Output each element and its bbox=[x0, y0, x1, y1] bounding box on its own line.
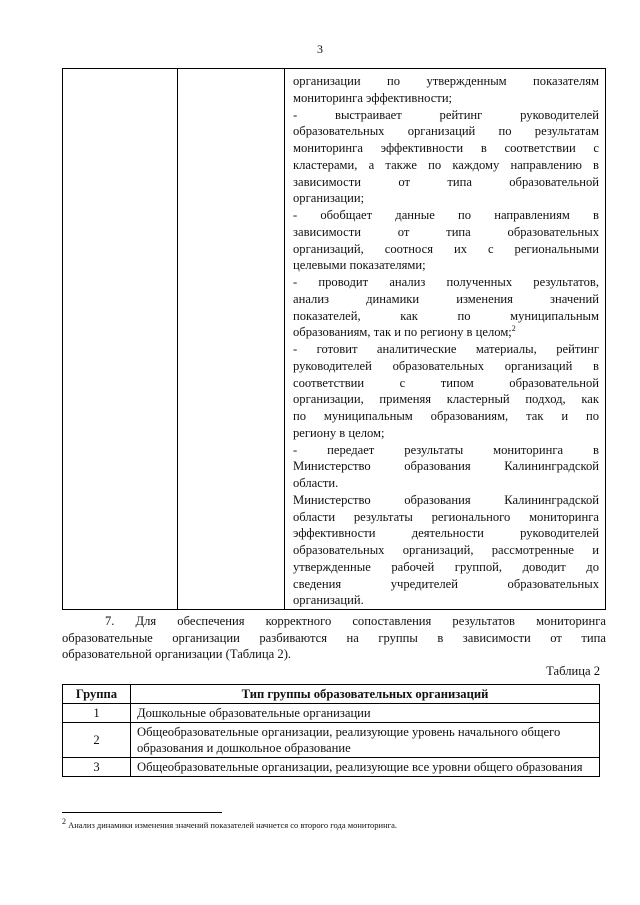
description-line bbox=[293, 157, 599, 174]
description-line-text: образованиям, так и по региону в целом; bbox=[293, 325, 512, 340]
description-line bbox=[293, 458, 599, 475]
description-line-text: региону в целом; bbox=[293, 425, 385, 440]
description-line bbox=[293, 274, 599, 291]
description-line bbox=[293, 90, 599, 107]
description-line bbox=[293, 174, 599, 191]
description-line bbox=[293, 257, 599, 274]
description-line bbox=[293, 559, 599, 576]
description-line-text: по муниципальным образованиям, так и по bbox=[293, 409, 599, 423]
description-line bbox=[293, 190, 599, 207]
paragraph-7-line: образовательные организации разбиваются на группы в зависимости от типа bbox=[62, 630, 606, 645]
paragraph-7-line: образовательной организации (Таблица 2). bbox=[62, 647, 292, 661]
footnote-marker: 2 bbox=[62, 817, 66, 827]
description-line-text: сведения учредителей образовательных bbox=[293, 576, 599, 591]
page-number: 3 bbox=[317, 42, 323, 56]
table-row bbox=[63, 723, 600, 758]
description-line bbox=[293, 425, 599, 442]
description-line bbox=[293, 475, 599, 492]
description-line-text: - обобщает данные по направлениям в bbox=[293, 208, 599, 222]
description-line bbox=[293, 592, 599, 609]
description-line bbox=[293, 375, 599, 392]
paragraph-7 bbox=[62, 613, 606, 663]
description-line-text: зависимости от типа образовательных bbox=[293, 224, 599, 239]
paragraph-7-line: 7. Для обеспечения корректного сопоставления результатов мониторинга bbox=[105, 614, 606, 628]
description-line-text: анализ динамики изменения значений bbox=[293, 291, 599, 306]
footnote-reference: 2 bbox=[511, 324, 516, 334]
description-line-text: кластерами, а также по каждому направлению в bbox=[293, 157, 599, 172]
description-line-text: показателей, как по муниципальным bbox=[293, 308, 599, 323]
footnote bbox=[62, 817, 398, 830]
footnote-text: Анализ динамики изменения значений показателей начнется со второго года мониторинга. bbox=[68, 820, 398, 830]
table-cell-empty-2 bbox=[178, 69, 285, 610]
description-line-text: организации по утвержденным показателям bbox=[293, 74, 599, 88]
description-line-text: - выстраивает рейтинг руководителей bbox=[293, 107, 599, 122]
description-line-text: области. bbox=[293, 476, 339, 490]
description-line bbox=[293, 542, 599, 559]
column-header-type: Тип группы образовательных организаций bbox=[131, 685, 600, 704]
table-cell-description bbox=[285, 69, 606, 610]
table-caption: Таблица 2 bbox=[546, 664, 600, 678]
groups-table bbox=[62, 684, 600, 777]
description-line-text: эффективности деятельности руководителей bbox=[293, 526, 599, 541]
continued-table bbox=[62, 68, 606, 610]
description-line bbox=[293, 341, 599, 358]
description-line-text: - передает результаты мониторинга в bbox=[293, 442, 599, 457]
description-line bbox=[293, 123, 599, 140]
table-cell-empty-1 bbox=[63, 69, 178, 610]
description-line-text: - готовит аналитические материалы, рейтинг bbox=[293, 342, 599, 356]
description-line-text: соответствии с типом образовательной bbox=[293, 375, 599, 390]
group-type: Дошкольные образовательные организации bbox=[131, 704, 600, 723]
column-header-group: Группа bbox=[63, 685, 131, 704]
description-line bbox=[293, 525, 599, 542]
group-type: Общеобразовательные организации, реализующие все уровни общего образования bbox=[131, 758, 600, 777]
description-line bbox=[293, 576, 599, 593]
description-line bbox=[293, 509, 599, 526]
table-row bbox=[63, 69, 606, 610]
description-line bbox=[293, 207, 599, 224]
description-line bbox=[293, 291, 599, 308]
description-line-text: Министерство образования Калининградской bbox=[293, 492, 599, 507]
group-number: 1 bbox=[63, 704, 131, 723]
description-line-text: организаций. bbox=[293, 593, 364, 608]
table-row bbox=[63, 758, 600, 777]
description-line-text: образовательных организаций, рассмотренные и bbox=[293, 543, 599, 557]
description-line bbox=[293, 391, 599, 408]
description-line bbox=[293, 73, 599, 90]
description-line-text: области результаты регионального мониторинга bbox=[293, 509, 599, 524]
description-line bbox=[293, 358, 599, 375]
description-line bbox=[293, 140, 599, 157]
description-line-text: зависимости от типа образовательной bbox=[293, 174, 599, 189]
description-line-text: организации, применяя кластерный подход, как bbox=[293, 392, 599, 407]
description-line-text: руководителей образовательных организаций в bbox=[293, 358, 599, 373]
description-line-text: мониторинга эффективности; bbox=[293, 90, 453, 105]
table-header-row bbox=[63, 685, 600, 704]
description-line-text: организации; bbox=[293, 191, 365, 206]
description-line bbox=[293, 442, 599, 459]
description-line-text: - проводит анализ полученных результатов, bbox=[293, 275, 599, 289]
description-line-text: организаций, соотнося их с региональными bbox=[293, 241, 599, 256]
group-number: 2 bbox=[63, 723, 131, 758]
description-line-text: мониторинга эффективности в соответствии с bbox=[293, 141, 599, 155]
table-row bbox=[63, 704, 600, 723]
description-line bbox=[293, 107, 599, 124]
description-line-text: утвержденные рабочей группой, доводит до bbox=[293, 559, 599, 574]
description-line bbox=[293, 324, 599, 341]
description-text bbox=[285, 69, 605, 609]
description-line bbox=[293, 308, 599, 325]
description-line bbox=[293, 224, 599, 241]
description-line-text: Министерство образования Калининградской bbox=[293, 459, 599, 474]
group-number: 3 bbox=[63, 758, 131, 777]
description-line bbox=[293, 241, 599, 258]
description-line-text: целевыми показателями; bbox=[293, 258, 426, 273]
description-line bbox=[293, 408, 599, 425]
group-type: Общеобразовательные организации, реализующие уровень начального общего образования и дошкольное образование bbox=[131, 723, 600, 758]
description-line-text: образовательных организаций по результатам bbox=[293, 124, 599, 139]
footnote-separator bbox=[62, 812, 222, 813]
description-line bbox=[293, 492, 599, 509]
